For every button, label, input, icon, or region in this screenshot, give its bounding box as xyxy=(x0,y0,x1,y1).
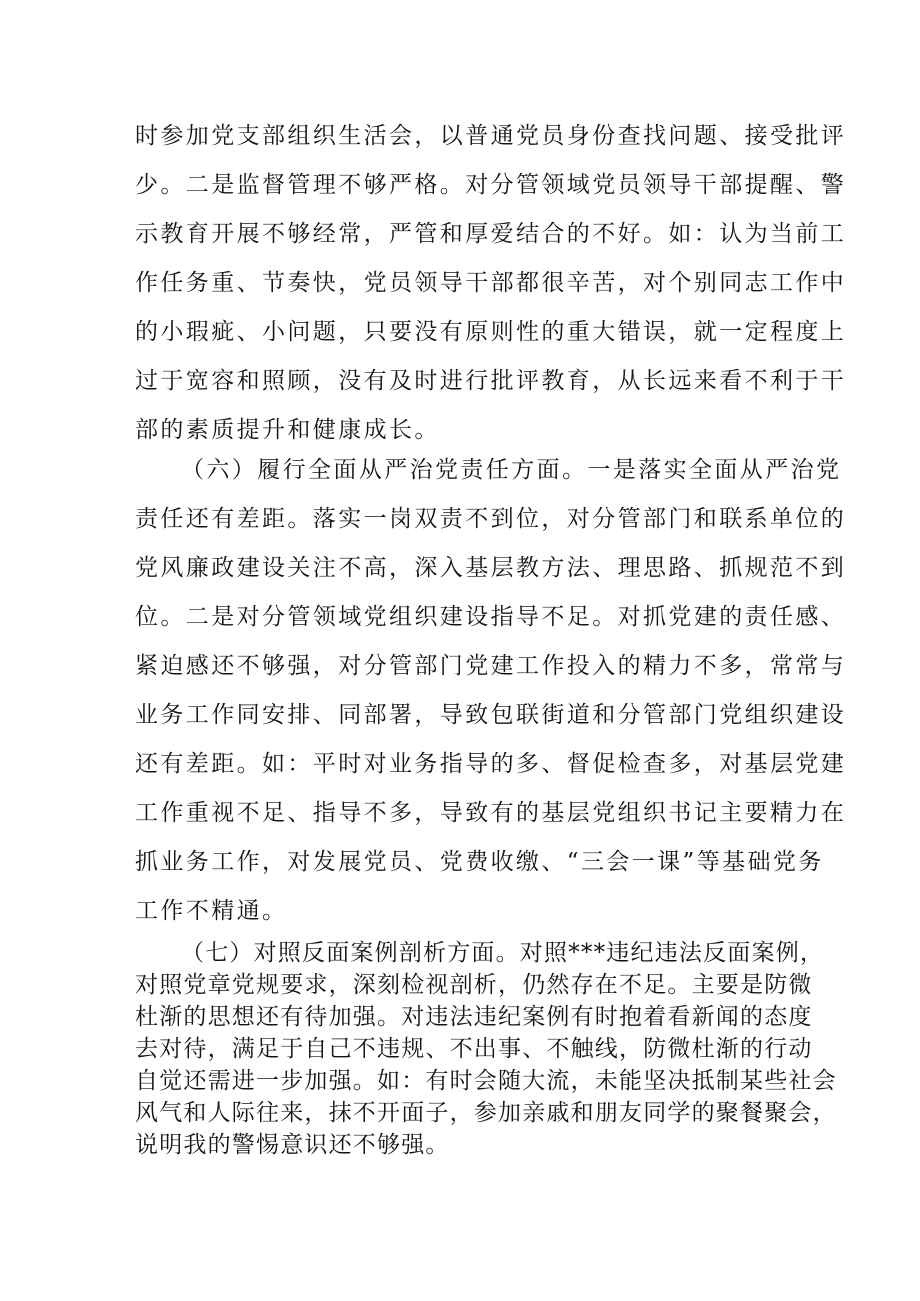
text-line: 说明我的警惕意识还不够强。 xyxy=(135,1132,450,1158)
section-seven-heading-line: （七）对照反面案例剖析方面。对照***违纪违法反面案例， xyxy=(181,940,825,966)
text-line: 示教育开展不够经常，严管和厚爱结合的不好。如：认为当前工 xyxy=(135,221,847,247)
text-line: 作任务重、节奏快，党员领导干部都很辛苦，对个别同志工作中 xyxy=(135,270,847,296)
text-line: 紧迫感还不够强，对分管部门党建工作投入的精力不多，常常与 xyxy=(135,653,847,679)
text-line: 部的素质提升和健康成长。 xyxy=(135,417,440,443)
text-line: 去对待，满足于自己不违规、不出事、不触线，防微杜渐的行动 xyxy=(135,1036,813,1062)
text-line: 少。二是监督管理不够严格。对分管领域党员领导干部提醒、警 xyxy=(135,172,847,198)
text-line: 业务工作同安排、同部署，导致包联街道和分管部门党组织建设 xyxy=(135,702,847,728)
text-line: 工作不精通。 xyxy=(135,898,288,924)
text-line: 抓业务工作，对发展党员、党费收缴、“三会一课”等基础党务 xyxy=(135,849,824,875)
text-line: 对照党章党规要求，深刻检视剖析，仍然存在不足。主要是防微 xyxy=(135,972,813,998)
section-six-heading-line: （六）履行全面从严治党责任方面。一是落实全面从严治党 xyxy=(181,457,842,483)
text-line: 位。二是对分管领域党组织建设指导不足。对抓党建的责任感、 xyxy=(135,604,847,630)
text-line: 风气和人际往来，抹不开面子，参加亲戚和朋友同学的聚餐聚会， xyxy=(135,1100,837,1126)
text-line: 时参加党支部组织生活会，以普通党员身份查找问题、接受批评 xyxy=(135,123,847,149)
paragraph-section-seven xyxy=(135,937,837,1161)
paragraph-supervision-continued xyxy=(135,112,847,455)
text-line: 还有差距。如：平时对业务指导的多、督促检查多，对基层党建 xyxy=(135,751,847,777)
paragraph-section-six xyxy=(135,446,847,936)
text-line: 工作重视不足、指导不多，导致有的基层党组织书记主要精力在 xyxy=(135,800,847,826)
text-line: 党风廉政建设关注不高，深入基层教方法、理思路、抓规范不到 xyxy=(135,555,847,581)
text-line: 的小瑕疵、小问题，只要没有原则性的重大错误，就一定程度上 xyxy=(135,319,847,345)
text-line: 责任还有差距。落实一岗双责不到位，对分管部门和联系单位的 xyxy=(135,506,847,532)
text-line: 过于宽容和照顾，没有及时进行批评教育，从长远来看不利于干 xyxy=(135,368,847,394)
text-line: 杜渐的思想还有待加强。对违法违纪案例有时抱着看新闻的态度 xyxy=(135,1004,813,1030)
text-line: 自觉还需进一步加强。如：有时会随大流，未能坚决抵制某些社会 xyxy=(135,1068,837,1094)
